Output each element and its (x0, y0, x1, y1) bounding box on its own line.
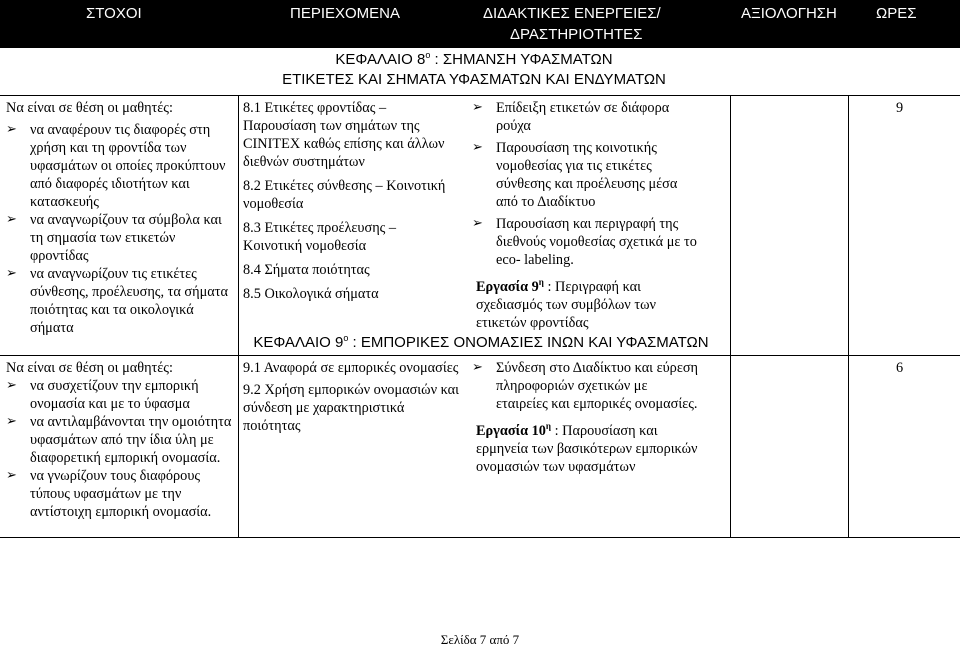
chapter8-subtitle: ΕΤΙΚΕΤΕΣ ΚΑΙ ΣΗΜΑΤΑ ΥΦΑΣΜΑΤΩΝ ΚΑΙ ΕΝΔΥΜΑΤΩΝ (282, 71, 666, 88)
arrow-bullet-icon: ➢ (6, 266, 17, 281)
header-content: ΠΕΡΙΕΧΟΜΕΝΑ (290, 5, 401, 22)
chapter8-hours: 9 (896, 100, 904, 116)
arrow-bullet-icon: ➢ (472, 100, 483, 115)
header-assessment: ΑΞΙΟΛΟΓΗΣΗ (741, 5, 837, 22)
content-item: 9.1 Αναφορά σε εμπορικές ονομασίες (243, 360, 459, 376)
column-divider (848, 95, 849, 538)
list-item: ➢ Επίδειξη ετικετών σε διάφορα ρούχα (472, 100, 670, 134)
column-divider (730, 95, 731, 538)
task-9: Εργασία $9^\eta$ : Περιγραφή και σχεδιασμός των συμβόλων των ετικετών φροντίδας (476, 277, 656, 331)
content-item: 8.5 Οικολογικά σήματα (243, 286, 379, 302)
header-hours: ΩΡΕΣ (876, 5, 917, 22)
chapter9-goals (6, 359, 232, 521)
row-divider (0, 95, 960, 96)
chapter9-activities (472, 359, 702, 476)
arrow-bullet-icon: ➢ (6, 378, 17, 393)
content-item: 9.2 Χρήση εμπορικών ονομασιών και σύνδεση με χαρακτηριστικά ποιότητας (243, 382, 460, 434)
header-activities: ΔΙΔΑΚΤΙΚΕΣ ΕΝΕΡΓΕΙΕΣ/ (483, 5, 661, 22)
arrow-bullet-icon: ➢ (6, 122, 17, 137)
list-item: ➢ να αναγνωρίζουν τα σύμβολα και τη σημασία των ετικετών φροντίδας (6, 212, 222, 264)
chapter8-goals (6, 99, 228, 337)
chapter9-content (243, 359, 463, 435)
arrow-bullet-icon: ➢ (472, 216, 483, 231)
goals-intro: Να είναι σε θέση οι μαθητές: (6, 360, 173, 376)
chapter9-title: ΚΕΦΑΛΑΙΟ $9^o$ : ΕΜΠΟΡΙΚΕΣ ΟΝΟΜΑΣΙΕΣ ΙΝΩΝ ΚΑΙ ΥΦΑΣΜΑΤΩΝ (253, 333, 709, 351)
list-item: ➢ να αντιλαμβάνονται την ομοιότητα υφασμάτων από την ίδια ύλη με διαφορετική εμπορική ονομασία. (6, 414, 232, 466)
arrow-bullet-icon: ➢ (6, 468, 17, 483)
arrow-bullet-icon: ➢ (472, 360, 483, 375)
list-item: ➢ Παρουσίαση της κοινοτικής νομοθεσίας για τις ετικέτες σύνθεσης και προέλευσης μέσα από το Διαδίκτυο (472, 140, 678, 210)
content-item: 8.2 Ετικέτες σύνθεσης – Κοινοτική νομοθεσία (243, 178, 446, 212)
chapter8-activities (472, 99, 702, 332)
content-item: 8.4 Σήματα ποιότητας (243, 262, 370, 278)
column-divider (238, 95, 239, 538)
row-divider (0, 355, 238, 356)
arrow-bullet-icon: ➢ (6, 414, 17, 429)
header-activities-line2: ΔΡΑΣΤΗΡΙΟΤΗΤΕΣ (510, 26, 643, 43)
content-item: 8.3 Ετικέτες προέλευσης – Κοινοτική νομοθεσία (243, 220, 397, 254)
row-divider (238, 355, 730, 356)
row-divider (0, 537, 960, 538)
row-divider (730, 355, 960, 356)
task-10: Εργασία $10^\eta$ : Παρουσίαση και ερμηνεία των βασικότερων εμπορικών ονομασιών των υφασμάτων (476, 421, 698, 475)
goals-intro: Να είναι σε θέση οι μαθητές: (6, 100, 173, 116)
table-header (0, 0, 960, 48)
chapter8-content (243, 99, 455, 303)
content-item: 8.1 Ετικέτες φροντίδας – Παρουσίαση των σημάτων της CINITEX καθώς επίσης και άλλων διεθνών συστημάτων (243, 100, 445, 170)
list-item: ➢ Παρουσίαση και περιγραφή της διεθνούς νομοθεσίας σχετικά με το eco- labeling. (472, 216, 697, 268)
arrow-bullet-icon: ➢ (6, 212, 17, 227)
chapter9-hours: 6 (896, 360, 904, 376)
list-item: ➢ να συσχετίζουν την εμπορική ονομασία και με το ύφασμα (6, 378, 199, 412)
list-item: ➢ να αναφέρουν τις διαφορές στη χρήση και τη φροντίδα των υφασμάτων οι οποίες προκύπτουν από διαφορές ιδιοτήτων και κατασκευής (6, 122, 226, 210)
header-goals: ΣΤΟΧΟΙ (86, 5, 142, 22)
list-item: ➢ Σύνδεση στο Διαδίκτυο και εύρεση πληροφοριών σχετικών με εταιρείες και εμπορικές ονομασίες. (472, 360, 699, 412)
list-item: ➢ να αναγνωρίζουν τις ετικέτες σύνθεσης, προέλευσης, τα σήματα ποιότητας και τα οικολογικά σήματα (6, 266, 228, 336)
arrow-bullet-icon: ➢ (472, 140, 483, 155)
list-item: ➢ να γνωρίζουν τους διαφόρους τύπους υφασμάτων με την αντίστοιχη εμπορική ονομασία. (6, 468, 212, 520)
page-footer: Σελίδα 7 από 7 (440, 632, 520, 647)
chapter8-title: ΚΕΦΑΛΑΙΟ $8^o$ : ΣΗΜΑΝΣΗ ΥΦΑΣΜΑΤΩΝ ΕΤΙΚΕΤΕΣ ΚΑΙ ΣΗΜΑΤΑ ΥΦΑΣΜΑΤΩΝ ΚΑΙ ΕΝΔΥΜΑΤΩΝ (238, 50, 710, 88)
